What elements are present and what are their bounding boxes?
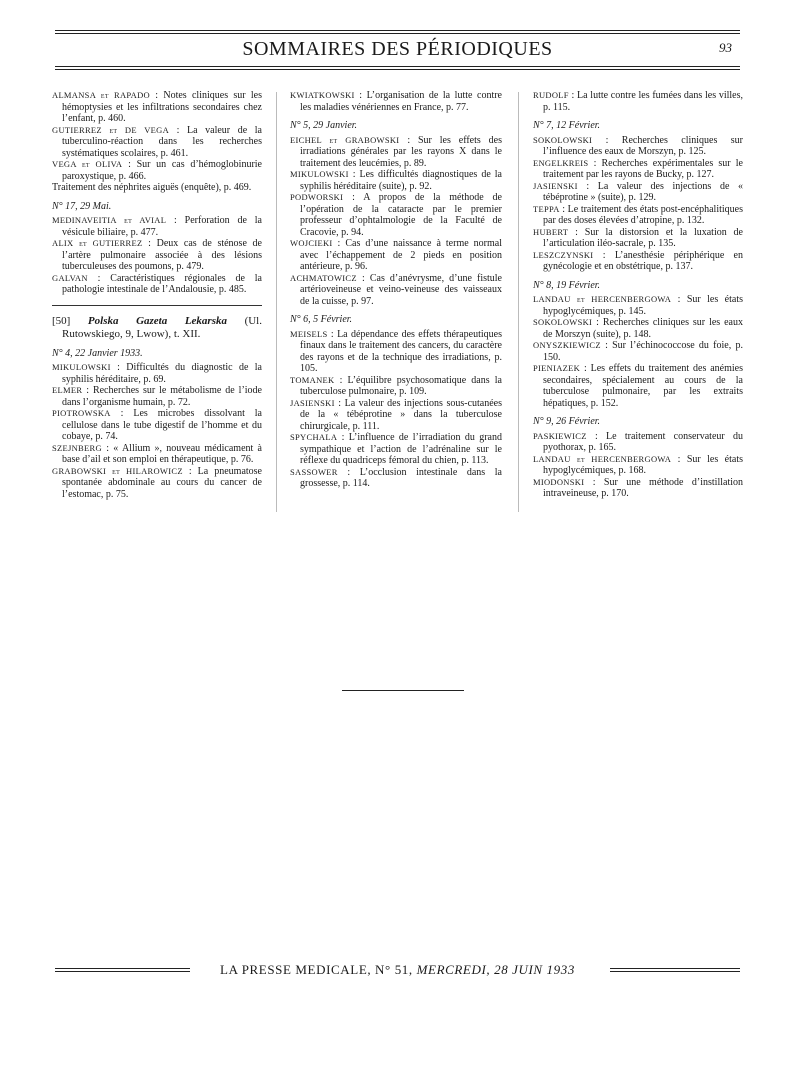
entry [290,273,502,308]
entry-text: : Sur la distorsion et la luxation de l’articulation iléo-sacrale, p. 135. [543,226,743,249]
entry-author: PODWORSKI [290,192,344,202]
entry-text: : Sur un cas d’hémoglobinurie paroxystique, p. 466. [62,159,262,182]
entry [52,385,262,408]
page-title: SOMMAIRES DES PÉRIODIQUES [242,38,553,60]
entry [533,204,743,227]
entry-author: RUDOLF [533,90,569,100]
journal-heading [52,315,262,341]
entry [290,169,502,192]
entry-text: : Deux cas de sténose de l’artère pulmonaire associée à des lésions tuberculeuses des poumons, p. 479. [62,238,262,272]
entry [52,273,262,296]
entry-text: : L’influence de l’irradiation du grand sympathique et l’action de l’adrénaline sur le réflexe du quadriceps fémoral du chien, p. 113. [300,432,502,466]
column-1 [52,90,262,500]
issue-date: N° 9, 26 Février. [533,416,601,427]
entry-author: PASKIEWICZ [533,430,587,441]
entry-text: : Les difficultés diagnostiques de la syphilis héréditaire (suite), p. 92. [300,169,502,192]
entry-text: : La valeur des injections de « tébéprotine » (suite), p. 129. [543,180,743,203]
entry-author: KWIATKOWSKI [290,90,355,100]
entry [52,238,262,273]
entry-author: ALMANSA et RAPADO [52,90,150,100]
entry [290,238,502,273]
entry-author: ENGELKREIS [533,157,589,168]
end-rule [342,690,464,691]
footer-rule-right-2 [610,971,740,972]
entry-author: MIODONSKI [533,476,585,487]
header-bottom-rule-2 [55,69,740,70]
entry-list [533,431,743,500]
entry-text: : Les microbes dissolvant la cellulose dans le tube digestif de l’homme et du cobaye, p. 74. [62,408,262,442]
column-2 [290,90,502,490]
entry-text: : « Allium », nouveau médicament à base d’ail et son emploi en thérapeutique, p. 76. [62,442,262,465]
entry-text: : L’occlusion intestinale dans la grossesse, p. 114. [300,466,502,489]
entry-author: MEDINAVEITIA et AVIAL [52,215,167,225]
entry-author: ONYSZKIEWICZ [533,340,601,350]
journal-address: (Ul. Rutowskiego, 9, Lwow), t. XII. [62,314,262,340]
entry [533,454,743,477]
entry-author: ACHMATOWICZ [290,272,357,283]
entry-text: : La valeur des injections sous-cutanées de la « tébéprotine » dans la tuberculose chirurgicale, p. 111. [300,397,502,432]
entry-list [52,215,262,296]
entry [290,467,502,490]
entry [290,432,502,467]
entry [290,90,502,113]
entry-text: : La dépendance des effets thérapeutiques finaux dans le traitement des cancers, du caractère des rayons et de la technique des irradiations, p. 105. [300,328,502,374]
entry-list [290,329,502,490]
footer-journal: LA PRESSE MEDICALE, N° 51, [220,962,417,977]
issue-date: N° 17, 29 Mai. [52,200,112,212]
entry-text: : Perforation de la vésicule biliaire, p. 477. [62,215,262,238]
entry-text: : Sur l’échinococcose du foie, p. 150. [543,340,743,363]
entry-author: WOJCIEKI [290,238,333,248]
entry-list [52,90,262,194]
entry [533,363,743,409]
entry [533,250,743,273]
page-header [55,34,740,64]
entry [52,215,262,238]
issue-date: N° 8, 19 Février. [533,279,601,291]
header-bottom-rule [55,66,740,67]
entry [533,431,743,454]
entry [52,362,262,385]
entry-author: GRABOWSKI et HILAROWICZ [52,465,183,476]
entry-author: LANDAU et HERCENBERGOWA [533,453,672,464]
entry-text: : Sur les effets des irradiations générales par les rayons X dans le traitement des leucémies, p. 89. [300,134,503,169]
entry [52,125,262,160]
entry-text: : Sur les états hypoglycémiques, p. 145. [543,294,743,317]
issue-date: N° 5, 29 Janvier. [290,120,358,131]
entry-author: PIOTROWSKA [52,408,111,418]
journal-number: [50] [52,314,71,327]
entry [290,329,502,375]
entry-author: JASIENSKI [533,180,578,191]
entry [52,466,262,501]
entry-author: MEISELS [290,328,328,339]
entry-text: : A propos de la méthode de l’opération de la cataracte par le premier professeur d’ophtalmologie de la Faculté de Cracovie, p. 94. [300,192,502,238]
entry [290,375,502,398]
entry-text: Traitement des néphrites aiguës (enquête), p. 469. [52,182,252,193]
entry-author: HUBERT [533,226,569,237]
entry-text: : Difficultés du diagnostic de la syphilis héréditaire, p. 69. [62,362,262,385]
entry [52,443,262,466]
entry [290,398,502,433]
footer-rule-right [610,968,740,969]
entry-text: : Caractéristiques régionales de la pathologie intestinale de l’Andalousie, p. 485. [62,272,262,295]
entry [533,90,743,113]
entry-author: SPYCHALA [290,432,338,442]
entry-text: : Recherches expérimentales sur le traitement par les rayons de Bucky, p. 127. [543,157,743,180]
entry-list [533,90,743,113]
entry-text: : Recherches sur le métabolisme de l’iode dans l’organisme humain, p. 72. [62,385,262,408]
entry-author: GALVAN [52,272,88,283]
entry [52,90,262,125]
entry-text: : La pneumatose spontanée abdominale au cours du cancer de l’estomac, p. 75. [62,465,262,500]
entry-author: GUTIERREZ et DE VEGA [52,124,170,135]
entry-text: : L’équilibre psychosomatique dans la tuberculose pulmonaire, p. 109. [300,374,502,397]
entry-text: : La valeur de la tuberculino-réaction dans les recherches systématiques scolaires, p. 461. [62,124,262,159]
entry [533,227,743,250]
entry-author: SOKOLOWSKI [533,317,593,327]
entry-text: : Cas d’une naissance à terme normal avec l’échappement de 2 pieds en position antérieure, p. 96. [300,238,502,272]
entry-list [533,135,743,273]
entry-author: VEGA et OLIVA [52,159,123,169]
entry [52,408,262,443]
entry-text: : Cas d’anévrysme, d’une fistule artérioveineuse et veino-veineuse des vaisseaux de la cuisse, p. 97. [300,272,502,307]
entry-author: PIENIAZEK [533,363,581,373]
footer-text [55,962,740,978]
entry-text: : L’organisation de la lutte contre les maladies vénériennes en France, p. 77. [300,90,502,113]
page-number: 93 [719,40,732,55]
entry [533,340,743,363]
entry-text: : Sur une méthode d’instillation intraveineuse, p. 170. [543,476,743,499]
entry-text: : L’anesthésie périphérique en gynécologie et en obstétrique, p. 137. [543,249,743,272]
entry-author: SASSOWER [290,466,338,477]
entry [533,317,743,340]
journal-name: Polska Gazeta Lekarska [87,314,227,327]
column-divider [518,92,519,512]
entry [533,181,743,204]
entry [290,192,502,238]
entry-author: EICHEL et GRABOWSKI [290,134,400,145]
entry-list [533,294,743,409]
entry-text: : Notes cliniques sur les hémoptysies et les infiltrations secondaires chez l’enfant, p. 460. [62,90,262,124]
entry [533,477,743,500]
entry-author: SOKOLOWSKI [533,134,593,145]
entry-author: LANDAU et HERCENBERGOWA [533,294,672,304]
entry [52,159,262,182]
entry-list [290,90,502,113]
entry-list [290,135,502,308]
column-3 [533,90,743,500]
entry-author: LESZCZYNSKI [533,249,594,260]
entry [52,182,262,194]
entry-list [52,362,262,500]
entry-author: MIKULOWSKI [52,362,111,372]
header-top-rule [55,30,740,31]
issue-date: N° 7, 12 Février. [533,120,601,131]
entry-author: TEPPA [533,203,560,214]
entry [533,135,743,158]
page-footer [55,960,740,982]
entry [533,294,743,317]
entry [290,135,502,170]
column-divider [276,92,277,512]
entry-text: : La lutte contre les fumées dans les villes, p. 115. [543,90,743,113]
entry-author: JASIENSKI [290,397,335,408]
entry-text: : Le traitement conservateur du pyothorax, p. 165. [543,430,743,453]
entry-author: TOMANEK [290,374,335,385]
entry-text: : Les effets du traitement des anémies secondaires, spécialement au cours de la tuberculose pulmonaire, par les extraits hépatiques, p. 152. [543,363,743,409]
entry-author: SZEJNBERG [52,442,102,453]
entry-author: ALIX et GUTIERREZ [52,238,143,248]
issue-date: N° 6, 5 Février. [290,314,353,325]
issue-date: N° 4, 22 Janvier 1933. [52,347,143,359]
entry-author: ELMER [52,385,83,395]
entry-author: MIKULOWSKI [290,169,349,179]
section-separator [52,305,262,306]
entry-text: : Recherches cliniques sur l’influence des eaux de Morszyn, p. 125. [543,134,743,157]
entry-text: : Recherches cliniques sur les eaux de Morszyn (suite), p. 148. [543,317,743,340]
entry-text: : Le traitement des états post-encéphalitiques par des doses élevées d’atropine, p. 132. [543,203,743,226]
footer-date: MERCREDI, 28 JUIN 1933 [416,962,575,977]
entry-text: : Sur les états hypoglycémiques, p. 168. [543,453,743,476]
entry [533,158,743,181]
